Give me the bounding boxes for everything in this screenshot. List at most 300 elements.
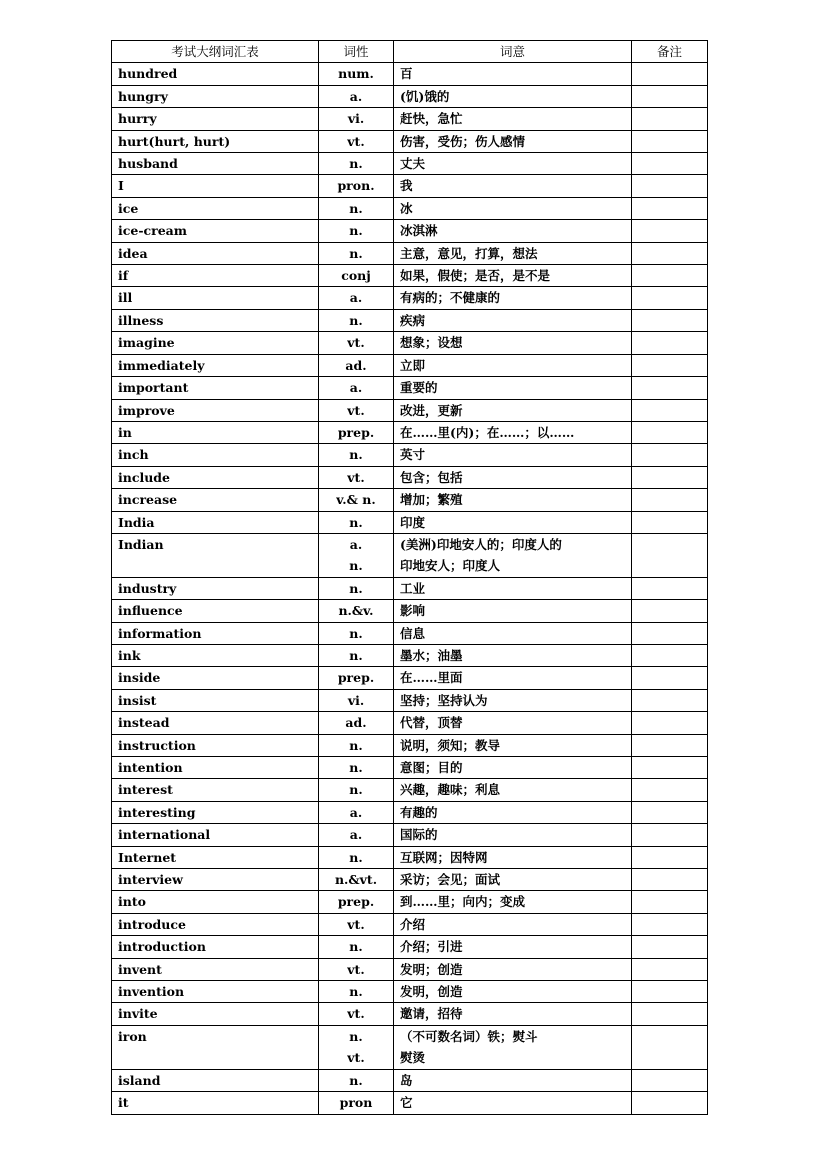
table-row xyxy=(112,981,708,1003)
pos-label: n. xyxy=(349,200,363,216)
pos-cell xyxy=(319,175,394,197)
pos-label: a. xyxy=(349,536,363,552)
note-cell xyxy=(632,600,708,622)
meaning-cell xyxy=(394,801,632,823)
table-row xyxy=(112,779,708,801)
meaning-cell xyxy=(394,265,632,287)
meaning-cell xyxy=(394,981,632,1003)
table-row xyxy=(112,1003,708,1025)
table-row xyxy=(112,63,708,85)
word-cell: international xyxy=(112,824,319,846)
meaning-text: 有趣的 xyxy=(400,804,438,820)
meaning-cell xyxy=(394,712,632,734)
pos-label: a. xyxy=(349,827,363,843)
meaning-cell xyxy=(394,309,632,331)
pos-cell xyxy=(319,824,394,846)
note-cell xyxy=(632,63,708,85)
meaning-cell xyxy=(394,644,632,666)
meaning-cell xyxy=(394,1025,632,1069)
table-body xyxy=(112,63,708,1114)
pos-cell xyxy=(319,644,394,666)
meaning-cell xyxy=(394,85,632,107)
pos-cell xyxy=(319,287,394,309)
pos-label: n. xyxy=(349,558,363,574)
meaning-text: （不可数名词）铁；熨斗 xyxy=(400,1028,538,1044)
table-row xyxy=(112,242,708,264)
meaning-text: 有病的；不健康的 xyxy=(400,290,501,306)
word-cell: inside xyxy=(112,667,319,689)
pos-label: n. xyxy=(349,447,363,463)
pos-cell xyxy=(319,757,394,779)
table-row xyxy=(112,622,708,644)
meaning-cell xyxy=(394,175,632,197)
pos-label: n. xyxy=(349,760,363,775)
pos-cell xyxy=(319,600,394,622)
meaning-cell xyxy=(394,577,632,599)
word-cell: introduction xyxy=(112,936,319,958)
pos-label: n. xyxy=(349,223,363,239)
note-cell xyxy=(632,644,708,666)
word-cell: island xyxy=(112,1069,319,1091)
table-row xyxy=(112,332,708,354)
meaning-cell xyxy=(394,1092,632,1114)
table-row xyxy=(112,734,708,756)
note-cell xyxy=(632,354,708,376)
word-cell: information xyxy=(112,622,319,644)
meaning-text: 信息 xyxy=(400,625,426,641)
meaning-cell xyxy=(394,958,632,980)
table-row xyxy=(112,220,708,242)
pos-label: vt. xyxy=(347,961,365,977)
pos-cell xyxy=(319,153,394,175)
note-cell xyxy=(632,85,708,107)
word-cell: intention xyxy=(112,757,319,779)
pos-cell xyxy=(319,1092,394,1114)
meaning-text: 冰 xyxy=(400,200,413,216)
note-cell xyxy=(632,779,708,801)
pos-cell xyxy=(319,936,394,958)
note-cell xyxy=(632,1069,708,1091)
table-row xyxy=(112,757,708,779)
note-cell xyxy=(632,1025,708,1069)
meaning-text: (美洲)印地安人的；印度人的 xyxy=(400,536,562,552)
table-row xyxy=(112,600,708,622)
pos-label: n. xyxy=(349,782,363,798)
meaning-text: 互联网；因特网 xyxy=(400,849,488,865)
pos-cell xyxy=(319,689,394,711)
table-row xyxy=(112,309,708,331)
table-row xyxy=(112,644,708,666)
meaning-text: 说明，须知；教导 xyxy=(400,737,501,753)
note-cell xyxy=(632,242,708,264)
table-row xyxy=(112,689,708,711)
meaning-text: 意图；目的 xyxy=(400,760,463,775)
word-cell: invention xyxy=(112,981,319,1003)
note-cell xyxy=(632,667,708,689)
note-cell xyxy=(632,377,708,399)
meaning-cell xyxy=(394,466,632,488)
table-row xyxy=(112,801,708,823)
word-cell: interesting xyxy=(112,801,319,823)
meaning-text: 采访；会见；面试 xyxy=(400,872,501,888)
word-cell: into xyxy=(112,891,319,913)
pos-cell xyxy=(319,466,394,488)
meaning-text: (饥)饿的 xyxy=(400,88,450,104)
pos-cell xyxy=(319,667,394,689)
meaning-cell xyxy=(394,399,632,421)
header-meaning: 词意 xyxy=(394,41,632,63)
meaning-cell xyxy=(394,354,632,376)
meaning-text: 我 xyxy=(400,178,413,194)
meaning-cell xyxy=(394,511,632,533)
meaning-cell xyxy=(394,108,632,130)
note-cell xyxy=(632,981,708,1003)
pos-cell xyxy=(319,891,394,913)
pos-cell xyxy=(319,399,394,421)
word-cell: industry xyxy=(112,577,319,599)
pos-label: v.& n. xyxy=(336,492,376,508)
note-cell xyxy=(632,533,708,577)
note-cell xyxy=(632,511,708,533)
pos-label: vi. xyxy=(347,111,365,127)
pos-label: ad. xyxy=(345,357,367,373)
meaning-text: 主意，意见，打算，想法 xyxy=(400,245,538,261)
pos-label: vt. xyxy=(347,469,365,485)
meaning-text: 墨水；油墨 xyxy=(400,647,463,663)
meaning-cell xyxy=(394,332,632,354)
pos-cell xyxy=(319,130,394,152)
word-cell: invite xyxy=(112,1003,319,1025)
word-cell: introduce xyxy=(112,913,319,935)
note-cell xyxy=(632,332,708,354)
word-cell: interview xyxy=(112,869,319,891)
word-cell: hurry xyxy=(112,108,319,130)
note-cell xyxy=(632,466,708,488)
meaning-text: 如果，假使；是否，是不是 xyxy=(400,268,551,284)
word-cell: imagine xyxy=(112,332,319,354)
meaning-cell xyxy=(394,869,632,891)
meaning-text: 百 xyxy=(400,66,413,82)
note-cell xyxy=(632,846,708,868)
pos-label: n. xyxy=(349,737,363,753)
meaning-cell xyxy=(394,913,632,935)
pos-label: n.&vt. xyxy=(334,872,378,888)
word-cell: improve xyxy=(112,399,319,421)
pos-cell xyxy=(319,801,394,823)
note-cell xyxy=(632,175,708,197)
table-row xyxy=(112,108,708,130)
table-row xyxy=(112,489,708,511)
table-row xyxy=(112,712,708,734)
pos-label: a. xyxy=(349,290,363,306)
meaning-text: 介绍；引进 xyxy=(400,939,463,955)
note-cell xyxy=(632,891,708,913)
meaning-text: 立即 xyxy=(400,357,426,373)
meaning-cell xyxy=(394,667,632,689)
meaning-cell xyxy=(394,153,632,175)
meaning-text: 邀请，招待 xyxy=(400,1006,463,1022)
meaning-text: 疾病 xyxy=(400,312,426,328)
pos-cell xyxy=(319,265,394,287)
meaning-cell xyxy=(394,689,632,711)
note-cell xyxy=(632,265,708,287)
note-cell xyxy=(632,153,708,175)
pos-label: prep. xyxy=(337,670,375,686)
pos-cell xyxy=(319,511,394,533)
note-cell xyxy=(632,421,708,443)
word-cell: I xyxy=(112,175,319,197)
meaning-cell xyxy=(394,779,632,801)
table-row xyxy=(112,533,708,577)
pos-label: vi. xyxy=(347,692,365,708)
pos-label: pron xyxy=(339,1095,373,1111)
table-row xyxy=(112,913,708,935)
pos-label: n. xyxy=(349,1072,363,1088)
meaning-cell xyxy=(394,734,632,756)
pos-cell xyxy=(319,354,394,376)
meaning-cell xyxy=(394,891,632,913)
note-cell xyxy=(632,220,708,242)
table-row xyxy=(112,85,708,107)
word-cell: ice xyxy=(112,197,319,219)
note-cell xyxy=(632,712,708,734)
meaning-text: 熨烫 xyxy=(400,1050,426,1066)
word-cell: ice-cream xyxy=(112,220,319,242)
table-row xyxy=(112,846,708,868)
meaning-cell xyxy=(394,600,632,622)
meaning-cell xyxy=(394,936,632,958)
pos-label: n. xyxy=(349,514,363,530)
note-cell xyxy=(632,399,708,421)
table-row xyxy=(112,287,708,309)
table-row xyxy=(112,667,708,689)
meaning-text: 英寸 xyxy=(400,447,426,463)
note-cell xyxy=(632,958,708,980)
pos-label: vt. xyxy=(347,1006,365,1022)
meaning-text: 重要的 xyxy=(400,380,438,396)
meaning-text: 在……里(内)；在……；以…… xyxy=(400,424,575,440)
pos-cell xyxy=(319,734,394,756)
meaning-text: 岛 xyxy=(400,1072,413,1088)
note-cell xyxy=(632,801,708,823)
pos-label: vt. xyxy=(347,916,365,932)
pos-label: prep. xyxy=(337,894,375,910)
meaning-text: 兴趣，趣味；利息 xyxy=(400,782,501,798)
meaning-cell xyxy=(394,377,632,399)
word-cell: instruction xyxy=(112,734,319,756)
word-cell: influence xyxy=(112,600,319,622)
table-row xyxy=(112,130,708,152)
table-row xyxy=(112,511,708,533)
word-cell: if xyxy=(112,265,319,287)
meaning-cell xyxy=(394,1003,632,1025)
meaning-text: 增加；繁殖 xyxy=(400,492,463,508)
pos-cell xyxy=(319,197,394,219)
word-cell: in xyxy=(112,421,319,443)
header-word: 考试大纲词汇表 xyxy=(112,41,319,63)
table-row xyxy=(112,265,708,287)
table-row xyxy=(112,153,708,175)
pos-cell xyxy=(319,220,394,242)
word-cell: ink xyxy=(112,644,319,666)
table-row xyxy=(112,936,708,958)
pos-cell xyxy=(319,377,394,399)
table-row xyxy=(112,1025,708,1069)
word-cell: hurt(hurt, hurt) xyxy=(112,130,319,152)
meaning-text: 印度 xyxy=(400,514,426,530)
pos-cell xyxy=(319,712,394,734)
note-cell xyxy=(632,1092,708,1114)
meaning-text: 发明，创造 xyxy=(400,984,463,1000)
pos-cell xyxy=(319,421,394,443)
pos-label: pron. xyxy=(337,178,375,194)
pos-label: conj xyxy=(341,268,371,284)
note-cell xyxy=(632,1003,708,1025)
table-row xyxy=(112,197,708,219)
meaning-text: 改进，更新 xyxy=(400,402,463,418)
pos-cell xyxy=(319,533,394,577)
table-row xyxy=(112,577,708,599)
meaning-cell xyxy=(394,824,632,846)
pos-cell xyxy=(319,869,394,891)
pos-cell xyxy=(319,85,394,107)
meaning-cell xyxy=(394,287,632,309)
table-row xyxy=(112,824,708,846)
pos-label: n. xyxy=(349,849,363,865)
meaning-cell xyxy=(394,63,632,85)
note-cell xyxy=(632,824,708,846)
pos-cell xyxy=(319,332,394,354)
pos-label: n. xyxy=(349,156,363,172)
meaning-text: 代替，顶替 xyxy=(400,715,463,731)
table-row xyxy=(112,421,708,443)
pos-label: a. xyxy=(349,380,363,396)
word-cell: it xyxy=(112,1092,319,1114)
word-cell: include xyxy=(112,466,319,488)
meaning-cell xyxy=(394,1069,632,1091)
meaning-cell xyxy=(394,130,632,152)
word-cell: inch xyxy=(112,444,319,466)
word-cell: invent xyxy=(112,958,319,980)
note-cell xyxy=(632,577,708,599)
word-cell: Internet xyxy=(112,846,319,868)
word-cell: interest xyxy=(112,779,319,801)
pos-cell xyxy=(319,846,394,868)
table-row xyxy=(112,175,708,197)
word-cell: insist xyxy=(112,689,319,711)
meaning-cell xyxy=(394,533,632,577)
word-cell: illness xyxy=(112,309,319,331)
word-cell: hungry xyxy=(112,85,319,107)
pos-cell xyxy=(319,958,394,980)
meaning-text: 坚持；坚持认为 xyxy=(400,692,488,708)
word-cell: Indian xyxy=(112,533,319,577)
table-row xyxy=(112,1092,708,1114)
note-cell xyxy=(632,869,708,891)
header-pos: 词性 xyxy=(319,41,394,63)
note-cell xyxy=(632,287,708,309)
note-cell xyxy=(632,689,708,711)
table-row xyxy=(112,958,708,980)
word-cell: hundred xyxy=(112,63,319,85)
pos-label: vt. xyxy=(347,402,365,418)
meaning-text: 想象；设想 xyxy=(400,335,463,351)
word-cell: husband xyxy=(112,153,319,175)
pos-cell xyxy=(319,1025,394,1069)
note-cell xyxy=(632,757,708,779)
word-cell: important xyxy=(112,377,319,399)
table-row xyxy=(112,869,708,891)
pos-cell xyxy=(319,489,394,511)
meaning-cell xyxy=(394,197,632,219)
meaning-text: 印地安人；印度人 xyxy=(400,558,501,574)
meaning-text: 介绍 xyxy=(400,916,426,932)
note-cell xyxy=(632,108,708,130)
pos-label: n. xyxy=(349,647,363,663)
pos-label: a. xyxy=(349,88,363,104)
pos-label: prep. xyxy=(337,424,375,440)
pos-label: vt. xyxy=(347,133,365,149)
table-row xyxy=(112,444,708,466)
pos-cell xyxy=(319,1003,394,1025)
note-cell xyxy=(632,130,708,152)
word-cell: idea xyxy=(112,242,319,264)
pos-cell xyxy=(319,309,394,331)
pos-label: n. xyxy=(349,245,363,261)
pos-cell xyxy=(319,63,394,85)
meaning-text: 赶快，急忙 xyxy=(400,111,463,127)
table-row xyxy=(112,377,708,399)
table-row xyxy=(112,1069,708,1091)
meaning-text: 冰淇淋 xyxy=(400,223,438,239)
note-cell xyxy=(632,489,708,511)
pos-label: n.&v. xyxy=(338,603,374,619)
pos-cell xyxy=(319,444,394,466)
meaning-text: 发明；创造 xyxy=(400,961,463,977)
meaning-cell xyxy=(394,489,632,511)
table-row xyxy=(112,466,708,488)
pos-cell xyxy=(319,913,394,935)
meaning-text: 到……里；向内；变成 xyxy=(400,894,526,910)
note-cell xyxy=(632,913,708,935)
meaning-text: 国际的 xyxy=(400,827,438,843)
pos-label: num. xyxy=(338,66,374,82)
table-row xyxy=(112,354,708,376)
pos-label: vt. xyxy=(347,1050,365,1066)
note-cell xyxy=(632,309,708,331)
meaning-cell xyxy=(394,846,632,868)
pos-label: n. xyxy=(349,1028,363,1044)
pos-label: n. xyxy=(349,939,363,955)
meaning-cell xyxy=(394,444,632,466)
meaning-text: 丈夫 xyxy=(400,156,426,172)
meaning-text: 在……里面 xyxy=(400,670,463,686)
pos-label: n. xyxy=(349,625,363,641)
meaning-cell xyxy=(394,622,632,644)
vocabulary-table xyxy=(111,40,708,1115)
meaning-cell xyxy=(394,757,632,779)
header-note: 备注 xyxy=(632,41,708,63)
pos-cell xyxy=(319,622,394,644)
table-row xyxy=(112,891,708,913)
pos-label: vt. xyxy=(347,335,365,351)
header-row xyxy=(112,41,708,63)
pos-cell xyxy=(319,108,394,130)
word-cell: ill xyxy=(112,287,319,309)
note-cell xyxy=(632,936,708,958)
meaning-text: 影响 xyxy=(400,603,426,619)
meaning-text: 它 xyxy=(400,1095,413,1111)
